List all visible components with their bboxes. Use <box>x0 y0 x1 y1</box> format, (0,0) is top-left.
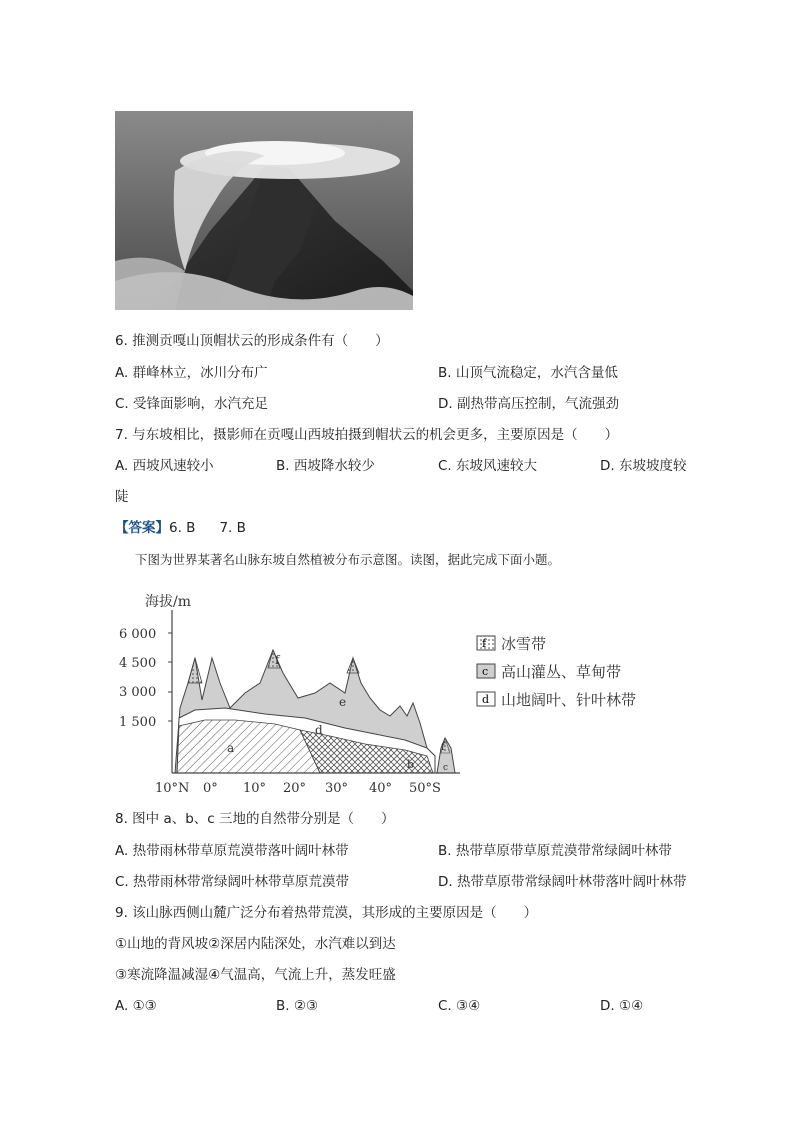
question-8-option-b: B. 热带草原带草原荒漠带常绿阔叶林带 <box>438 843 672 859</box>
question-7-stem: 7. 与东坡相比，摄影师在贡嘎山西坡拍摄到帽状云的机会更多，主要原因是（ ） <box>115 427 619 443</box>
y-tick-4500: 4 500 <box>119 656 157 671</box>
zone-label-d: d <box>315 723 323 737</box>
zone-label-e: e <box>339 695 347 709</box>
answer-line <box>115 518 246 538</box>
mountain-cap-cloud-photo <box>115 111 413 310</box>
zone-label-f: f <box>275 653 280 667</box>
question-9-option-b: B. ②③ <box>276 998 319 1014</box>
zone-label-f-south: f <box>441 742 445 753</box>
question-8-option-a: A. 热带雨林带草原荒漠带落叶阔叶林带 <box>115 843 349 859</box>
y-tick-6000: 6 000 <box>119 627 157 642</box>
answer-7: 7. B <box>219 520 246 536</box>
legend-label-c: 高山灌丛、草甸带 <box>501 663 622 681</box>
x-tick-10s: 10° <box>243 781 267 796</box>
legend-key-f: f <box>482 637 487 650</box>
question-6-option-b: B. 山顶气流稳定，水汽含量低 <box>438 365 618 381</box>
question-6-option-d: D. 副热带高压控制，气流强劲 <box>438 396 619 412</box>
x-tick-40s: 40° <box>369 781 393 796</box>
zone-label-c: c <box>443 763 449 773</box>
question-6-option-c: C. 受锋面影响，水汽充足 <box>115 396 269 412</box>
zone-label-a: a <box>227 741 235 755</box>
legend-label-f: 冰雪带 <box>501 635 547 653</box>
zone-label-b: b <box>407 758 415 771</box>
y-axis-label: 海拔/m <box>145 594 191 610</box>
question-7-option-b: B. 西坡降水较少 <box>276 458 375 474</box>
zone-f-cap-3 <box>347 658 359 673</box>
question-9-option-a: A. ①③ <box>115 998 157 1014</box>
question-7-option-c: C. 东坡风速较大 <box>438 458 538 474</box>
y-tick-1500: 1 500 <box>119 715 157 730</box>
x-tick-20s: 20° <box>283 781 307 796</box>
x-tick-10n: 10°N <box>155 781 190 796</box>
x-tick-30s: 30° <box>325 781 349 796</box>
answer-label: 【答案】 <box>115 520 169 536</box>
answer-6: 6. B <box>169 520 196 536</box>
legend-key-c: c <box>482 665 489 678</box>
question-9-line-1: ①山地的背风坡②深居内陆深处，水汽难以到达 <box>115 936 396 952</box>
legend-label-d: 山地阔叶、针叶林带 <box>501 691 637 709</box>
question-8-option-c: C. 热带雨林带常绿阔叶林带草原荒漠带 <box>115 874 350 890</box>
zone-f-cap-1 <box>188 658 202 683</box>
diagram-legend <box>475 630 700 720</box>
question-9-option-c: C. ③④ <box>438 998 481 1014</box>
question-8-option-d: D. 热带草原带常绿阔叶林带落叶阔叶林带 <box>438 874 687 890</box>
question-9-stem: 9. 该山脉西侧山麓广泛分布着热带荒漠，其形成的主要原因是（ ） <box>115 905 538 921</box>
question-7-option-d: D. 东坡坡度较 <box>600 458 687 474</box>
question-9-option-d: D. ①④ <box>600 998 644 1014</box>
legend-key-d: d <box>482 693 490 706</box>
question-6-stem: 6. 推测贡嘎山顶帽状云的形成条件有（ ） <box>115 333 389 349</box>
question-9-line-2: ③寒流降温减湿④气温高，气流上升，蒸发旺盛 <box>115 967 396 983</box>
x-tick-0: 0° <box>203 781 218 796</box>
question-7-option-d-wrap: 陡 <box>115 489 129 505</box>
question-7-option-a: A. 西坡风速较小 <box>115 458 214 474</box>
vegetation-profile-diagram <box>115 588 475 798</box>
question-8-stem: 8. 图中 a、b、c 三地的自然带分别是（ ） <box>115 811 395 827</box>
diagram-intro: 下图为世界某著名山脉东坡自然植被分布示意图。读图，据此完成下面小题。 <box>135 552 561 567</box>
x-tick-50s: 50°S <box>409 781 441 796</box>
question-6-option-a: A. 群峰林立，冰川分布广 <box>115 365 268 381</box>
y-tick-3000: 3 000 <box>119 685 157 700</box>
